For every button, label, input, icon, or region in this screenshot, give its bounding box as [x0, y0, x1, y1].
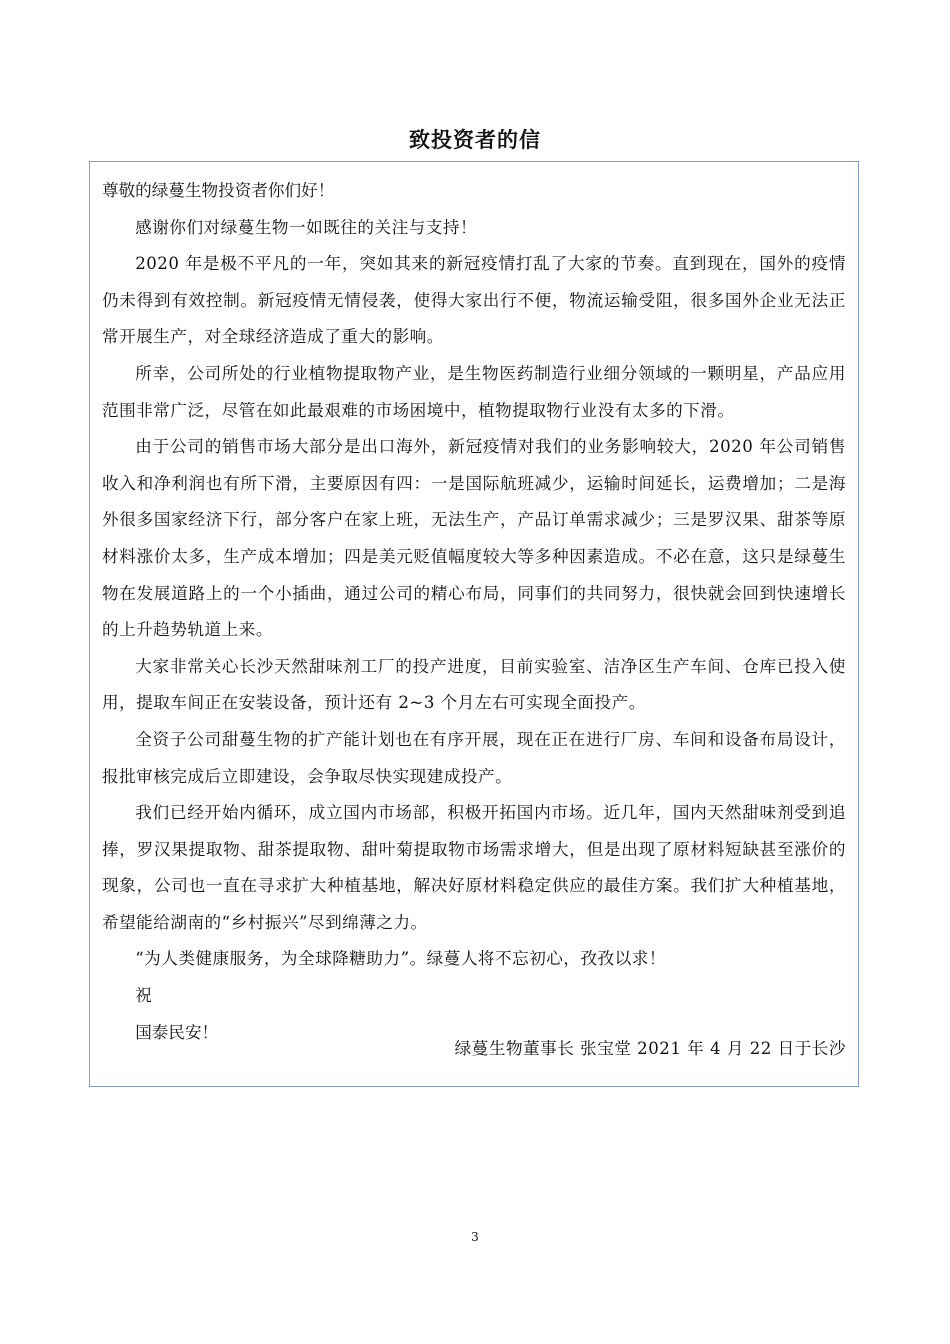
- paragraph-pandemic: 2020 年是极不平凡的一年，突如其来的新冠疫情打乱了大家的节奏。直到现在，国外的疫情仍未得到有效控制。新冠疫情无情侵袭，使得大家出行不便，物流运输受阻，很多国外企业无法正常开展生产，对全球经济造成了重大的影响。: [102, 254, 846, 347]
- salutation: 尊敬的绿蔓生物投资者你们好！: [102, 181, 335, 200]
- page-number: 3: [471, 1230, 479, 1244]
- paragraph-subsidiary: 全资子公司甜蔓生物的扩产能计划也在有序开展，现在正在进行厂房、车间和设备布局设计，报批审核完成后立即建设，会争取尽快实现建成投产。: [102, 729, 846, 786]
- paragraph-sales: 由于公司的销售市场大部分是出口海外，新冠疫情对我们的业务影响较大，2020 年公司销售收入和净利润也有所下滑，主要原因有四：一是国际航班减少，运输时间延长，运费增加；二是海外很多国家经济下行，部分客户在家上班，无法生产，产品订单需求减少；三是罗汉果、甜茶等原材料涨价太多，生产成本增加；四是美元贬值幅度较大等多种因素造成。不必在意，这只是绿蔓生物在发展道路上的一个小插曲，通过公司的精心布局，同事们的共同努力，很快就会回到快速增长的上升趋势轨道上来。: [102, 437, 846, 640]
- paragraph-changsha-factory: 大家非常关心长沙天然甜味剂工厂的投产进度，目前实验室、洁净区生产车间、仓库已投入使用，提取车间正在安装设备，预计还有 2~3 个月左右可实现全面投产。: [102, 656, 846, 713]
- closing-blessing: 国泰民安！: [135, 1022, 219, 1042]
- paragraph-industry: 所幸，公司所处的行业植物提取物产业，是生物医药制造行业细分领域的一颗明星，产品应用范围非常广泛，尽管在如此最艰难的市场困境中，植物提取物行业没有太多的下滑。: [102, 363, 846, 420]
- letter-title: 致投资者的信: [409, 128, 541, 152]
- signature: 绿蔓生物董事长 张宝堂 2021 年 4 月 22 日于长沙: [454, 1039, 846, 1058]
- closing-wish: 祝: [135, 986, 152, 1006]
- letter-body: [89, 161, 859, 1087]
- paragraph-domestic-market: 我们已经开始内循环，成立国内市场部，积极开拓国内市场。近几年，国内天然甜味剂受到追捧，罗汉果提取物、甜茶提取物、甜叶菊提取物市场需求增大，但是出现了原材料短缺甚至涨价的现象，公司也一直在寻求扩大种植基地，解决好原材料稳定供应的最佳方案。我们扩大种植基地，希望能给湖南的“乡村振兴”尽到绵薄之力。: [102, 803, 846, 932]
- paragraph-motto: “为人类健康服务，为全球降糖助力”。绿蔓人将不忘初心，孜孜以求！: [135, 949, 666, 969]
- paragraph-thanks: 感谢你们对绿蔓生物一如既往的关注与支持！: [135, 217, 478, 237]
